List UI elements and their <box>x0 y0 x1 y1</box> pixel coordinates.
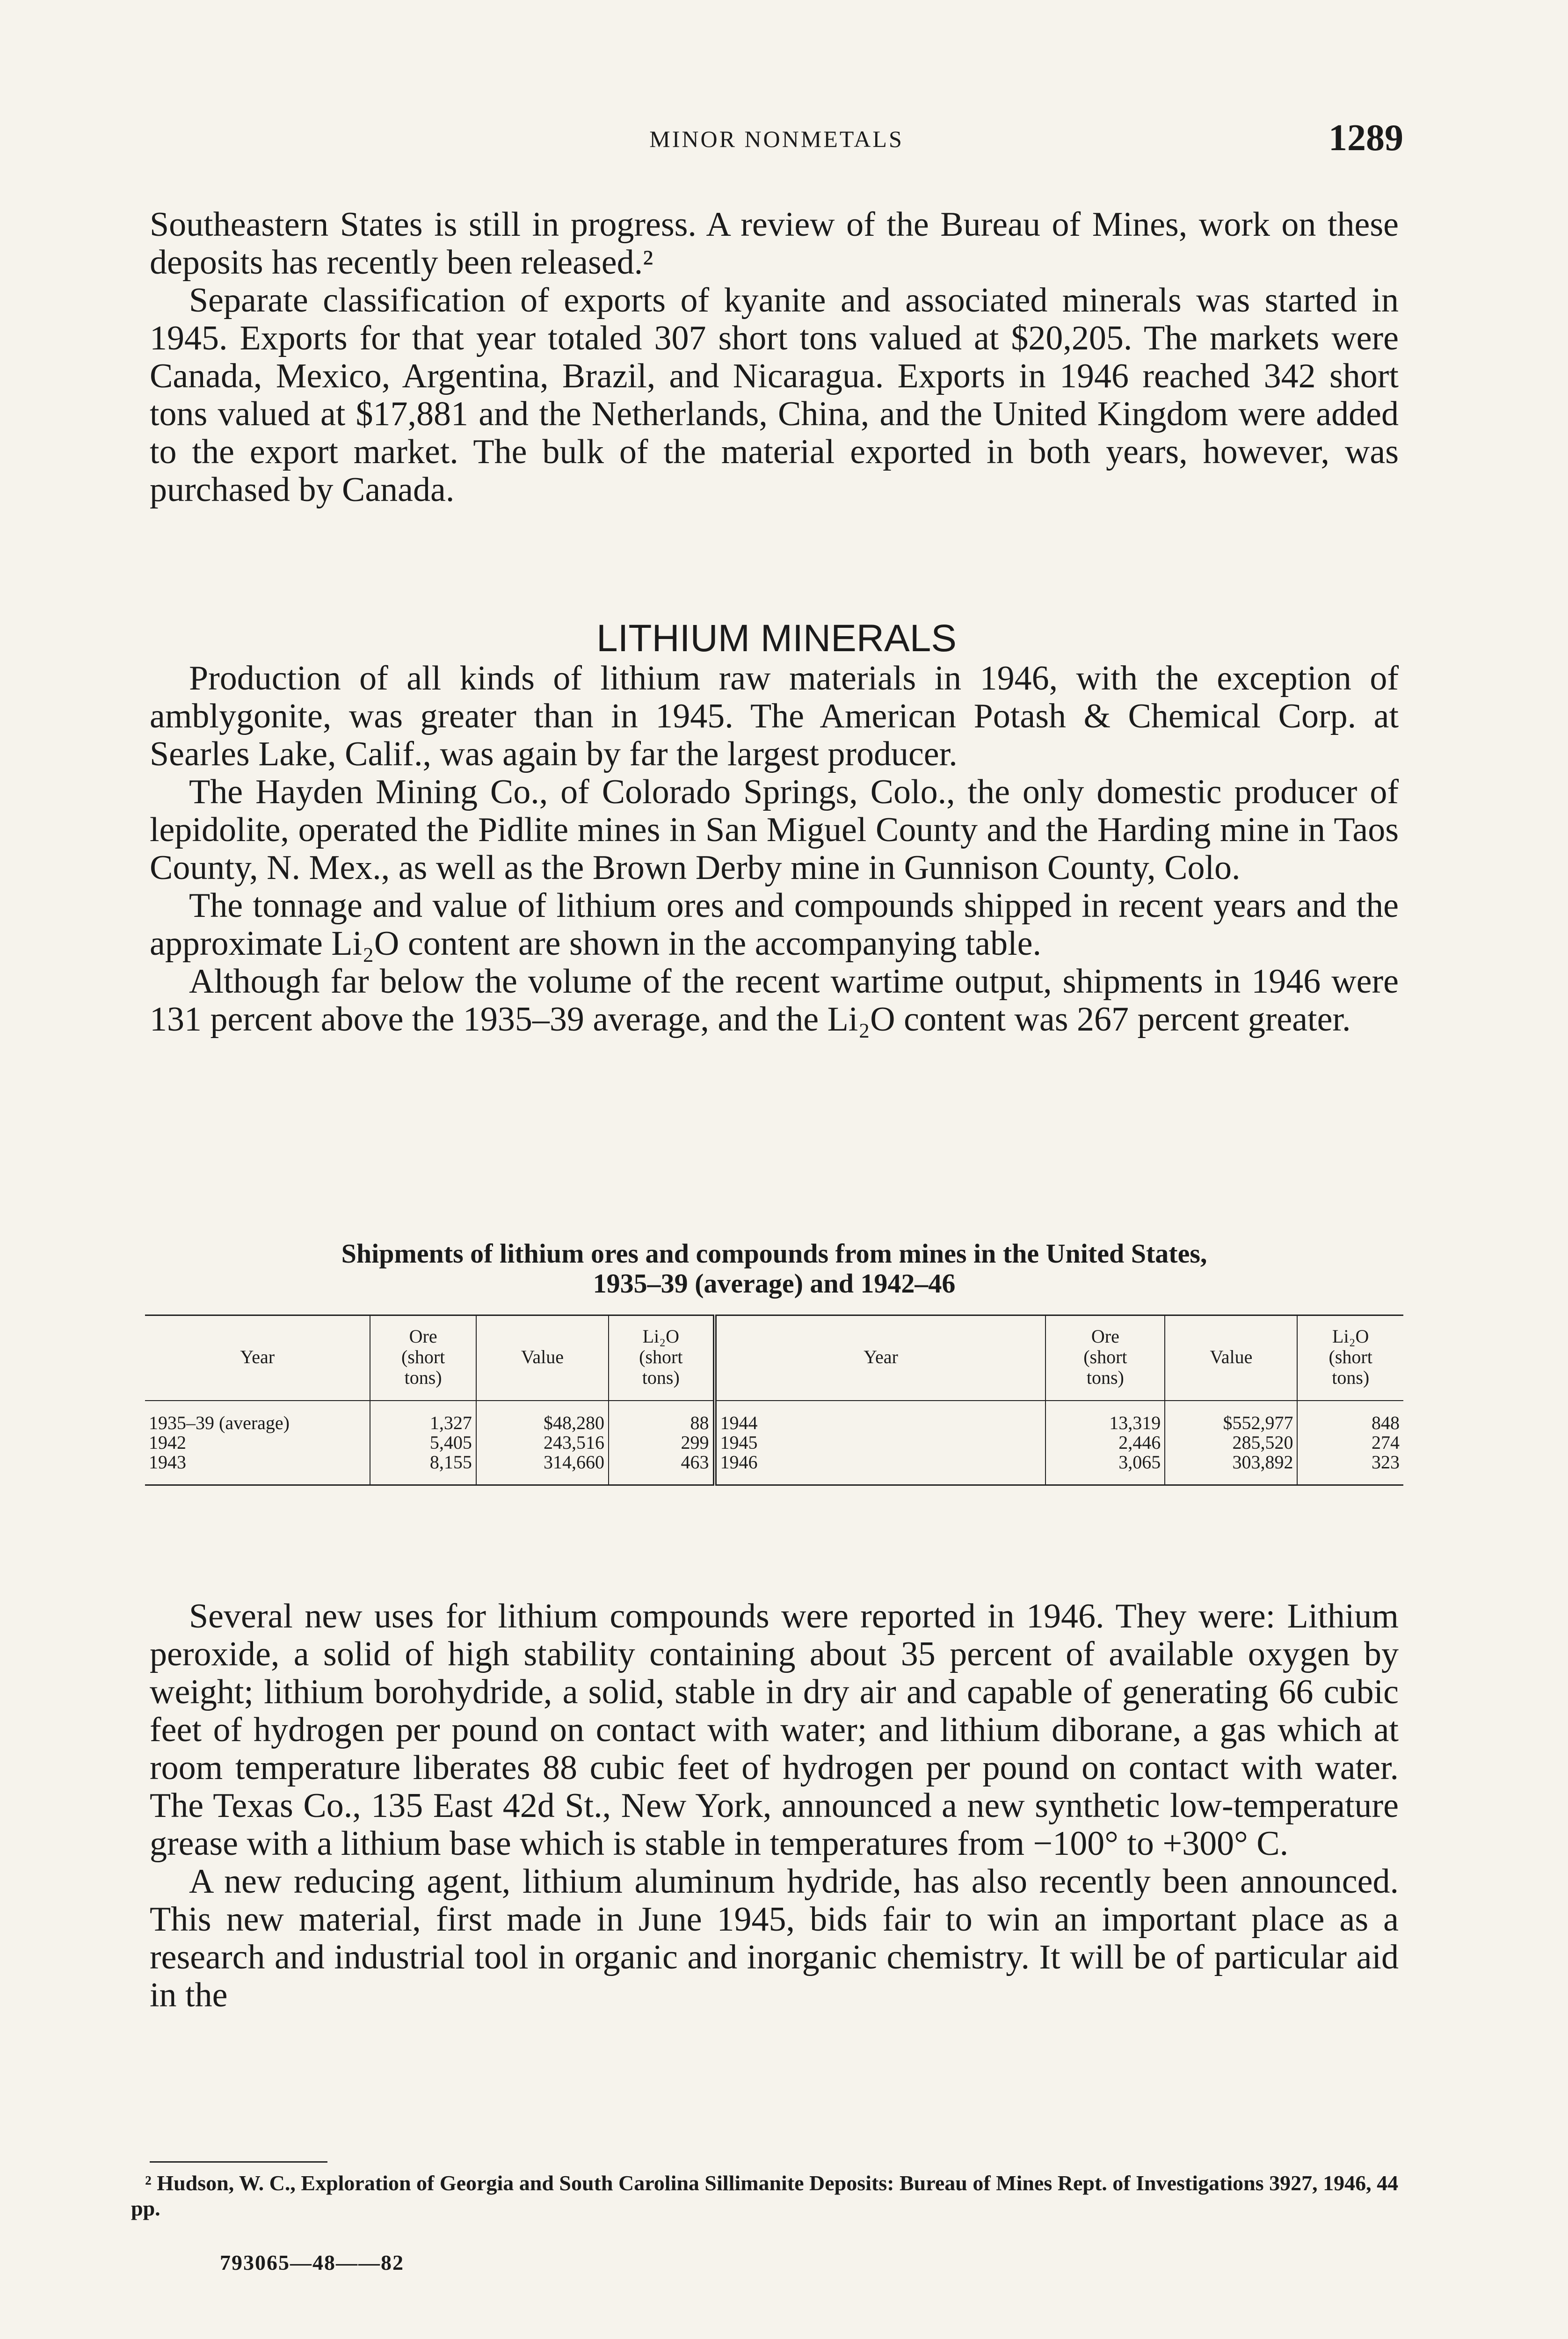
cell-ore: 1,327 <box>370 1401 476 1433</box>
cell-value: $552,977 <box>1165 1401 1297 1433</box>
paragraph: Southeastern States is still in progress. A review of the Bureau of Mines, work on these deposits has recently been released.² <box>150 205 1399 282</box>
paragraph: The Hayden Mining Co., of Colorado Springs, Colo., the only domestic producer of lepidolite, operated the Pidlite mines in San Miguel County and the Harding mine in Taos County, N. Mex., as well as the Brown Derby mine in Gunnison County, Colo. <box>150 773 1399 887</box>
column-header-year: Year <box>715 1315 1046 1401</box>
paragraph: Several new uses for lithium compounds were reported in 1946. They were: Lithium peroxide, a solid of high stability containing about 35 percent of available oxygen by weight; lithium borohydride, a solid, stable in dry air and capable of generating 66 cubic feet of hydrogen per pound on contact with water; and lithium diborane, a gas which at room temperature liberates 88 cubic feet of hydrogen per pound on contact with water. The Texas Co., 135 East 42d St., New York, announced a new synthetic low-temperature grease with a lithium base which is stable in temperatures from −100° to +300° C. <box>150 1597 1399 1863</box>
table-caption <box>145 1239 1403 1299</box>
table-row <box>145 1433 1403 1453</box>
column-header-li2o: Li₂O (short tons) <box>1297 1315 1403 1401</box>
cell-ore: 3,065 <box>1045 1453 1165 1485</box>
column-header-year: Year <box>145 1315 370 1401</box>
table-header-row <box>145 1315 1403 1401</box>
cell-ore: 13,319 <box>1045 1401 1165 1433</box>
cell-li2o: 463 <box>609 1453 715 1485</box>
page-header <box>150 117 1403 164</box>
table-caption-line: Shipments of lithium ores and compounds from mines in the United States, <box>341 1238 1207 1269</box>
cell-value: 243,516 <box>476 1433 609 1453</box>
cell-year: 1942 <box>149 1432 186 1453</box>
cell-value: 314,660 <box>476 1453 609 1485</box>
column-header-ore: Ore (short tons) <box>1045 1315 1165 1401</box>
page-number: 1289 <box>1328 117 1403 159</box>
footnote-rule <box>150 2161 327 2163</box>
cell-value: 303,892 <box>1165 1453 1297 1485</box>
lithium-text-block <box>150 660 1399 1039</box>
column-header-value: Value <box>476 1315 609 1401</box>
cell-value: $48,280 <box>476 1401 609 1433</box>
table-row <box>145 1453 1403 1485</box>
cell-li2o: 323 <box>1297 1453 1403 1485</box>
paragraph: Separate classification of exports of kyanite and associated minerals was started in 1945. Exports for that year totaled 307 short tons valued at $20,205. The markets were Canada, Mexico, Argentina, Brazil, and Nicaragua. Exports in 1946 reached 342 short tons valued at $17,881 and the Netherlands, China, and the United Kingdom were added to the export market. The bulk of the material exported in both years, however, was purchased by Canada. <box>150 281 1399 509</box>
footnote: ² Hudson, W. C., Exploration of Georgia and South Carolina Sillimanite Deposits: Bureau of Mines Rept. of Investigations 3927, 1946, 44 pp. <box>131 2171 1399 2220</box>
paragraph: Although far below the volume of the recent wartime output, shipments in 1946 were 131 percent above the 1935–39 average, and the Li₂O content was 267 percent greater. <box>150 962 1399 1039</box>
column-header-li2o: Li₂O (short tons) <box>609 1315 715 1401</box>
cell-year: 1944 <box>715 1401 1046 1433</box>
cell-year: 1945 <box>715 1433 1046 1453</box>
lithium-uses-text-block <box>150 1598 1399 2014</box>
cell-year: 1935–39 (average) <box>149 1412 290 1433</box>
cell-li2o: 88 <box>609 1401 715 1433</box>
cell-year: 1943 <box>149 1452 186 1473</box>
cell-li2o: 274 <box>1297 1433 1403 1453</box>
shipments-table <box>145 1315 1403 1486</box>
cell-value: 285,520 <box>1165 1433 1297 1453</box>
paragraph: Production of all kinds of lithium raw materials in 1946, with the exception of amblygonite, was greater than in 1945. The American Potash & Chemical Corp. at Searles Lake, Calif., was again by far the largest producer. <box>150 659 1399 773</box>
kyanite-text-block <box>150 206 1399 509</box>
column-header-value: Value <box>1165 1315 1297 1401</box>
print-code: 793065—48——82 <box>220 2251 404 2274</box>
cell-ore: 8,155 <box>370 1453 476 1485</box>
cell-li2o: 848 <box>1297 1401 1403 1433</box>
cell-ore: 5,405 <box>370 1433 476 1453</box>
cell-li2o: 299 <box>609 1433 715 1453</box>
paragraph: A new reducing agent, lithium aluminum hydride, has also recently been announced. This new material, first made in June 1945, bids fair to win an important place as a research and industrial tool in organic and inorganic chemistry. It will be of particular aid in the <box>150 1862 1399 2014</box>
table-row <box>145 1401 1403 1433</box>
section-heading: LITHIUM MINERALS <box>596 617 957 660</box>
shipments-table-wrap <box>145 1315 1403 1562</box>
cell-year: 1946 <box>715 1453 1046 1485</box>
running-head: MINOR NONMETALS <box>649 126 904 152</box>
table-caption-line: 1935–39 (average) and 1942–46 <box>593 1268 956 1299</box>
paragraph: The tonnage and value of lithium ores and compounds shipped in recent years and the approximate Li₂O content are shown in the accompanying table. <box>150 886 1399 963</box>
cell-ore: 2,446 <box>1045 1433 1165 1453</box>
column-header-ore: Ore (short tons) <box>370 1315 476 1401</box>
